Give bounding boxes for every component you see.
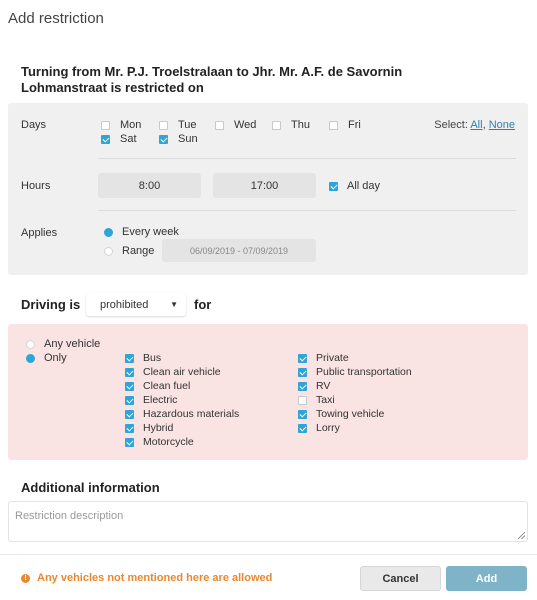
- only-option[interactable]: [26, 352, 67, 364]
- divider: [98, 210, 516, 211]
- vehicle-label: Bus: [143, 352, 162, 364]
- schedule-panel: [8, 103, 528, 275]
- day-checkbox-mon[interactable]: [101, 119, 141, 131]
- range-radio[interactable]: [104, 247, 113, 256]
- day-checkbox-sun[interactable]: [159, 133, 198, 145]
- vehicle-label: Electric: [143, 394, 178, 406]
- vehicle-clean-fuel[interactable]: [125, 380, 190, 392]
- end-time-input[interactable]: 17:00: [213, 173, 316, 198]
- footer-divider: [0, 554, 537, 555]
- dialog-title: Add restriction: [8, 10, 104, 27]
- description-placeholder: Restriction description: [15, 510, 124, 522]
- applies-label: Applies: [21, 227, 58, 239]
- all-day-label: All day: [347, 180, 381, 192]
- vehicle-label: Motorcycle: [143, 436, 194, 448]
- vehicle-rv[interactable]: [298, 380, 330, 392]
- day-label: Thu: [291, 119, 310, 131]
- warning-message: [21, 572, 272, 584]
- all-day-checkbox[interactable]: [329, 182, 338, 191]
- vehicle-electric[interactable]: [125, 394, 177, 406]
- only-label: Only: [44, 352, 67, 364]
- tue-checkbox[interactable]: [159, 121, 168, 130]
- bus-checkbox[interactable]: [125, 354, 134, 363]
- chevron-down-icon: ▼: [170, 300, 178, 309]
- day-checkbox-wed[interactable]: [215, 119, 256, 131]
- additional-info-title: Additional information: [21, 480, 160, 495]
- select-label: Select:: [434, 119, 468, 131]
- every-week-radio[interactable]: [104, 228, 113, 237]
- divider: [98, 158, 516, 159]
- clean-fuel-checkbox[interactable]: [125, 382, 134, 391]
- wed-checkbox[interactable]: [215, 121, 224, 130]
- start-time-input[interactable]: 8:00: [98, 173, 201, 198]
- day-checkbox-thu[interactable]: [272, 119, 310, 131]
- sat-checkbox[interactable]: [101, 135, 110, 144]
- vehicle-label: Clean air vehicle: [143, 366, 221, 378]
- vehicle-hybrid[interactable]: [125, 422, 173, 434]
- driving-value: prohibited: [100, 298, 149, 311]
- any-vehicle-option[interactable]: [26, 338, 100, 350]
- day-label: Fri: [348, 119, 361, 131]
- restriction-description-input[interactable]: [8, 501, 528, 542]
- vehicle-label: Public transportation: [316, 366, 412, 378]
- clean-air-checkbox[interactable]: [125, 368, 134, 377]
- select-all-link[interactable]: All: [470, 119, 483, 131]
- hours-label: Hours: [21, 180, 51, 192]
- restriction-heading: Turning from Mr. P.J. Troelstralaan to Jhr. Mr. A.F. de Savornin Lohmanstraat is restricted on: [21, 64, 403, 95]
- vehicle-towing[interactable]: [298, 408, 384, 420]
- sun-checkbox[interactable]: [159, 135, 168, 144]
- towing-checkbox[interactable]: [298, 410, 307, 419]
- days-label: Days: [21, 119, 47, 131]
- motorcycle-checkbox[interactable]: [125, 438, 134, 447]
- vehicle-public-transportation[interactable]: [298, 366, 412, 378]
- any-vehicle-radio[interactable]: [26, 340, 35, 349]
- day-label: Tue: [178, 119, 197, 131]
- vehicle-label: Towing vehicle: [316, 408, 385, 420]
- date-range-input[interactable]: 06/09/2019 - 07/09/2019: [162, 239, 316, 262]
- lorry-checkbox[interactable]: [298, 424, 307, 433]
- vehicle-clean-air[interactable]: [125, 366, 221, 378]
- private-checkbox[interactable]: [298, 354, 307, 363]
- vehicle-label: Clean fuel: [143, 380, 191, 392]
- hybrid-checkbox[interactable]: [125, 424, 134, 433]
- vehicle-label: Lorry: [316, 422, 340, 434]
- day-label: Sun: [178, 133, 198, 145]
- any-vehicle-label: Any vehicle: [44, 338, 101, 350]
- day-label: Wed: [234, 119, 257, 131]
- every-week-option[interactable]: [104, 226, 179, 238]
- rv-checkbox[interactable]: [298, 382, 307, 391]
- vehicle-label: Taxi: [316, 394, 335, 406]
- public-transportation-checkbox[interactable]: [298, 368, 307, 377]
- fri-checkbox[interactable]: [329, 121, 338, 130]
- every-week-label: Every week: [122, 226, 179, 238]
- vehicle-lorry[interactable]: [298, 422, 340, 434]
- resize-grip-icon[interactable]: [518, 532, 525, 539]
- day-checkbox-sat[interactable]: [101, 133, 137, 145]
- cancel-button[interactable]: Cancel: [360, 566, 441, 591]
- vehicle-label: Hazardous materials: [143, 408, 240, 420]
- select-separator: ,: [482, 119, 486, 131]
- select-none-link[interactable]: None: [488, 119, 515, 131]
- day-checkbox-fri[interactable]: [329, 119, 361, 131]
- driving-label: Driving is: [21, 297, 81, 312]
- taxi-checkbox[interactable]: [298, 396, 307, 405]
- vehicle-panel: [8, 324, 528, 460]
- hazardous-checkbox[interactable]: [125, 410, 134, 419]
- range-option[interactable]: [104, 245, 154, 257]
- day-checkbox-tue[interactable]: [159, 119, 197, 131]
- warning-text: Any vehicles not mentioned here are allowed: [37, 572, 273, 584]
- vehicle-bus[interactable]: [125, 352, 161, 364]
- vehicle-hazardous[interactable]: [125, 408, 239, 420]
- mon-checkbox[interactable]: [101, 121, 110, 130]
- day-label: Mon: [120, 119, 142, 131]
- for-label: for: [194, 297, 212, 312]
- electric-checkbox[interactable]: [125, 396, 134, 405]
- vehicle-taxi[interactable]: [298, 394, 335, 406]
- select-days: [434, 119, 515, 131]
- day-label: Sat: [120, 133, 137, 145]
- vehicle-label: Hybrid: [143, 422, 174, 434]
- vehicle-label: RV: [316, 380, 331, 392]
- vehicle-private[interactable]: [298, 352, 349, 364]
- vehicle-motorcycle[interactable]: [125, 436, 194, 448]
- only-radio[interactable]: [26, 354, 35, 363]
- thu-checkbox[interactable]: [272, 121, 281, 130]
- add-button[interactable]: Add: [446, 566, 527, 591]
- all-day-toggle[interactable]: [329, 180, 380, 192]
- range-label: Range: [122, 245, 155, 257]
- exclamation-circle-icon: !: [21, 574, 30, 583]
- driving-select[interactable]: [86, 293, 186, 316]
- vehicle-label: Private: [316, 352, 349, 364]
